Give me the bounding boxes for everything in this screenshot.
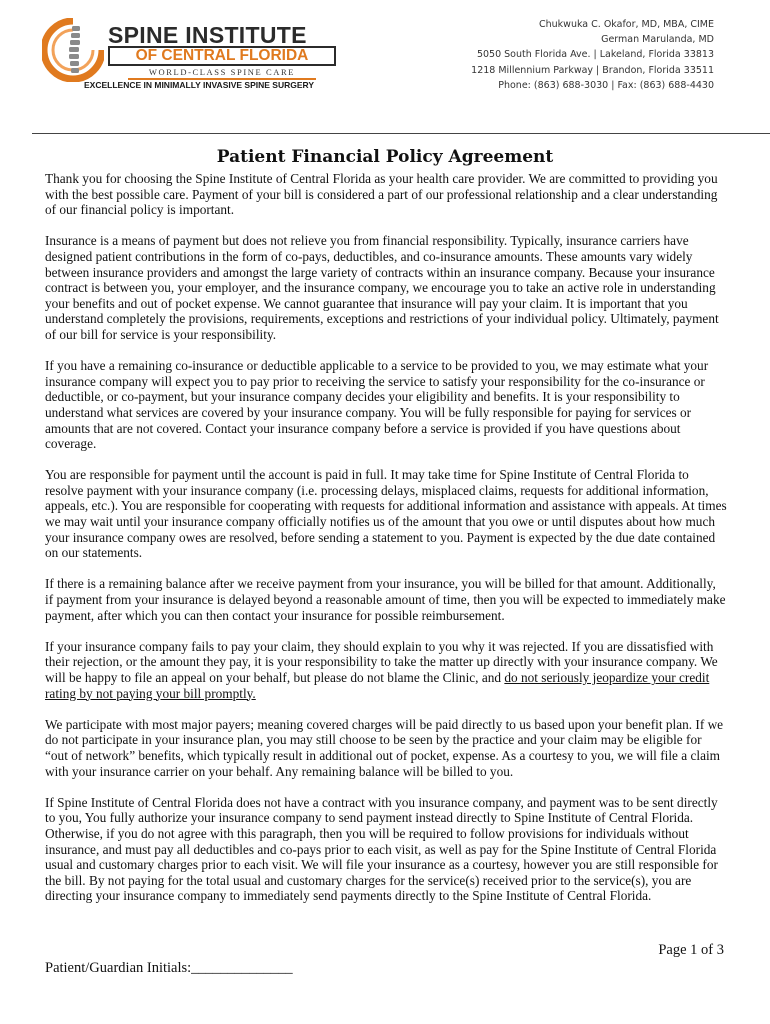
address-line: 1218 Millennium Parkway | Brandon, Florida 33511	[471, 64, 714, 76]
spine-emblem-icon	[42, 18, 104, 82]
document-title: Patient Financial Policy Agreement	[216, 147, 554, 167]
phone-fax: Phone: (863) 688-3030 | Fax: (863) 688-4430	[498, 79, 714, 91]
paragraph: You are responsible for payment until the account is paid in full. It may take time for Spine Institute of Central Florida to resolve payment with your insurance company (i.e. processing delays, misplaced claims, requests for additional information, appeals, etc.). You are responsible for cooperating with requests for additional information and assistance with appeals. At times we may wait until your insurance company officially notifies us of the amount that you owe or until disputes about how much your insurance company owes are resolved, before sending a statement to you. Payment is expected by the due date contained on our statements.	[45, 467, 727, 561]
logo-name-line2: OF CENTRAL FLORIDA	[108, 46, 336, 66]
initials-field: Patient/Guardian Initials:______________	[45, 960, 293, 976]
contact-block	[471, 17, 714, 93]
paragraph: If Spine Institute of Central Florida does not have a contract with you insurance company, and payment was to be sent directly to you, You fully authorize your insurance company to send payment instead directly to Spine Institute of Central Florida. Otherwise, if you do not agree with this paragraph, then you will be required to follow provisions for individuals without insurance, and must pay all deductibles and co-pays prior to each visit, as well as pay for the Spine Institute of Central Florida usual and customary charges prior to each visit. We will file your insurance as a courtesy, however you are still responsible for the bill. By not paying for the total usual and customary charges for the service(s) received prior to the service(s), you are directing your insurance company to immediately send payments directly to the Spine Institute of Central Florida.	[45, 794, 718, 904]
paragraph-text: If your insurance company fails to pay your claim, they should explain to you why it was rejected. If you are dissatisfied with their rejection, or the amount they pay, it is your responsibility to take the matter up directly with your insurance company. We will be happy to file an appeal on your behalf, but please do not blame the Clinic, and	[45, 638, 718, 685]
address-line: 5050 South Florida Ave. | Lakeland, Florida 33813	[476, 49, 714, 61]
logo-slogan: EXCELLENCE IN MINIMALLY INVASIVE SPINE SURGERY	[84, 80, 315, 90]
paragraph: Insurance is a means of payment but does not relieve you from financial responsibility. Typically, insurance carriers have designed patient contributions in the form of co-pays, deductibles, and co-insurance amounts. These amounts vary widely between insurance providers and amongst the large variety of contracts within an insurance company. Because your insurance contract is between you, your employer, and the insurance company, we encourage you to take an active role in understanding your benefits and out of pocket expense. We cannot guarantee that insurance will pay your claim. It is important that you understand completely the provisions, requirements, exceptions and restrictions of your individual policy. Ultimately, payment of our bill for service is your responsibility.	[45, 233, 719, 342]
page-number: Page 1 of 3	[658, 942, 724, 958]
doctor-name: German Marulanda, MD	[601, 34, 714, 46]
paragraph: We participate with most major payers; meaning covered charges will be paid directly to us based upon your benefit plan. If we do not participate in your insurance plan, you may still choose to be seen by the practice and your claim may be eligible for “out of network” benefits, which typically result in additional out of pocket, expense. As a courtesy to you, we will file a claim with your insurance carrier on your behalf. Any remaining balance will be billed to you.	[45, 716, 724, 779]
document-body	[45, 171, 727, 920]
paragraph: If there is a remaining balance after we receive payment from your insurance, you will be billed for that amount. Additionally, if payment from your insurance is delayed beyond a reasonable amount of time, then you will be expected to immediately make payment, after which you can then contact your insurance for possible reimbursement.	[45, 576, 726, 623]
logo-tagline: WORLD-CLASS SPINE CARE	[128, 67, 316, 80]
paragraph	[45, 639, 727, 701]
header-divider	[32, 133, 770, 134]
paragraph: If you have a remaining co-insurance or deductible applicable to a service to be provided to you, we may estimate what your insurance company will expect you to pay prior to receiving the service to satisfy your responsibility for the co-insurance or deductible, or co-payment, but your insurance company decides your eligibility and benefits. It is your responsibility to understand what services are covered by your insurance company. You will be fully responsible for paying for services or amounts that are not covered. Contact your insurance company before a service is provided if you have questions about coverage.	[45, 358, 709, 452]
underlined-warning: do not seriously jeopardize your credit rating by not paying your bill promptly.	[45, 670, 710, 701]
logo-name-line1: SPINE INSTITUTE	[108, 22, 307, 48]
clinic-logo	[42, 16, 342, 88]
doctor-name: Chukwuka C. Okafor, MD, MBA, CIME	[539, 19, 714, 30]
paragraph: Thank you for choosing the Spine Institute of Central Florida as your health care provider. We are committed to providing you with the best possible care. Payment of your bill is considered a part of our professional relationship and a clear understanding of our financial policy is important.	[45, 171, 718, 218]
